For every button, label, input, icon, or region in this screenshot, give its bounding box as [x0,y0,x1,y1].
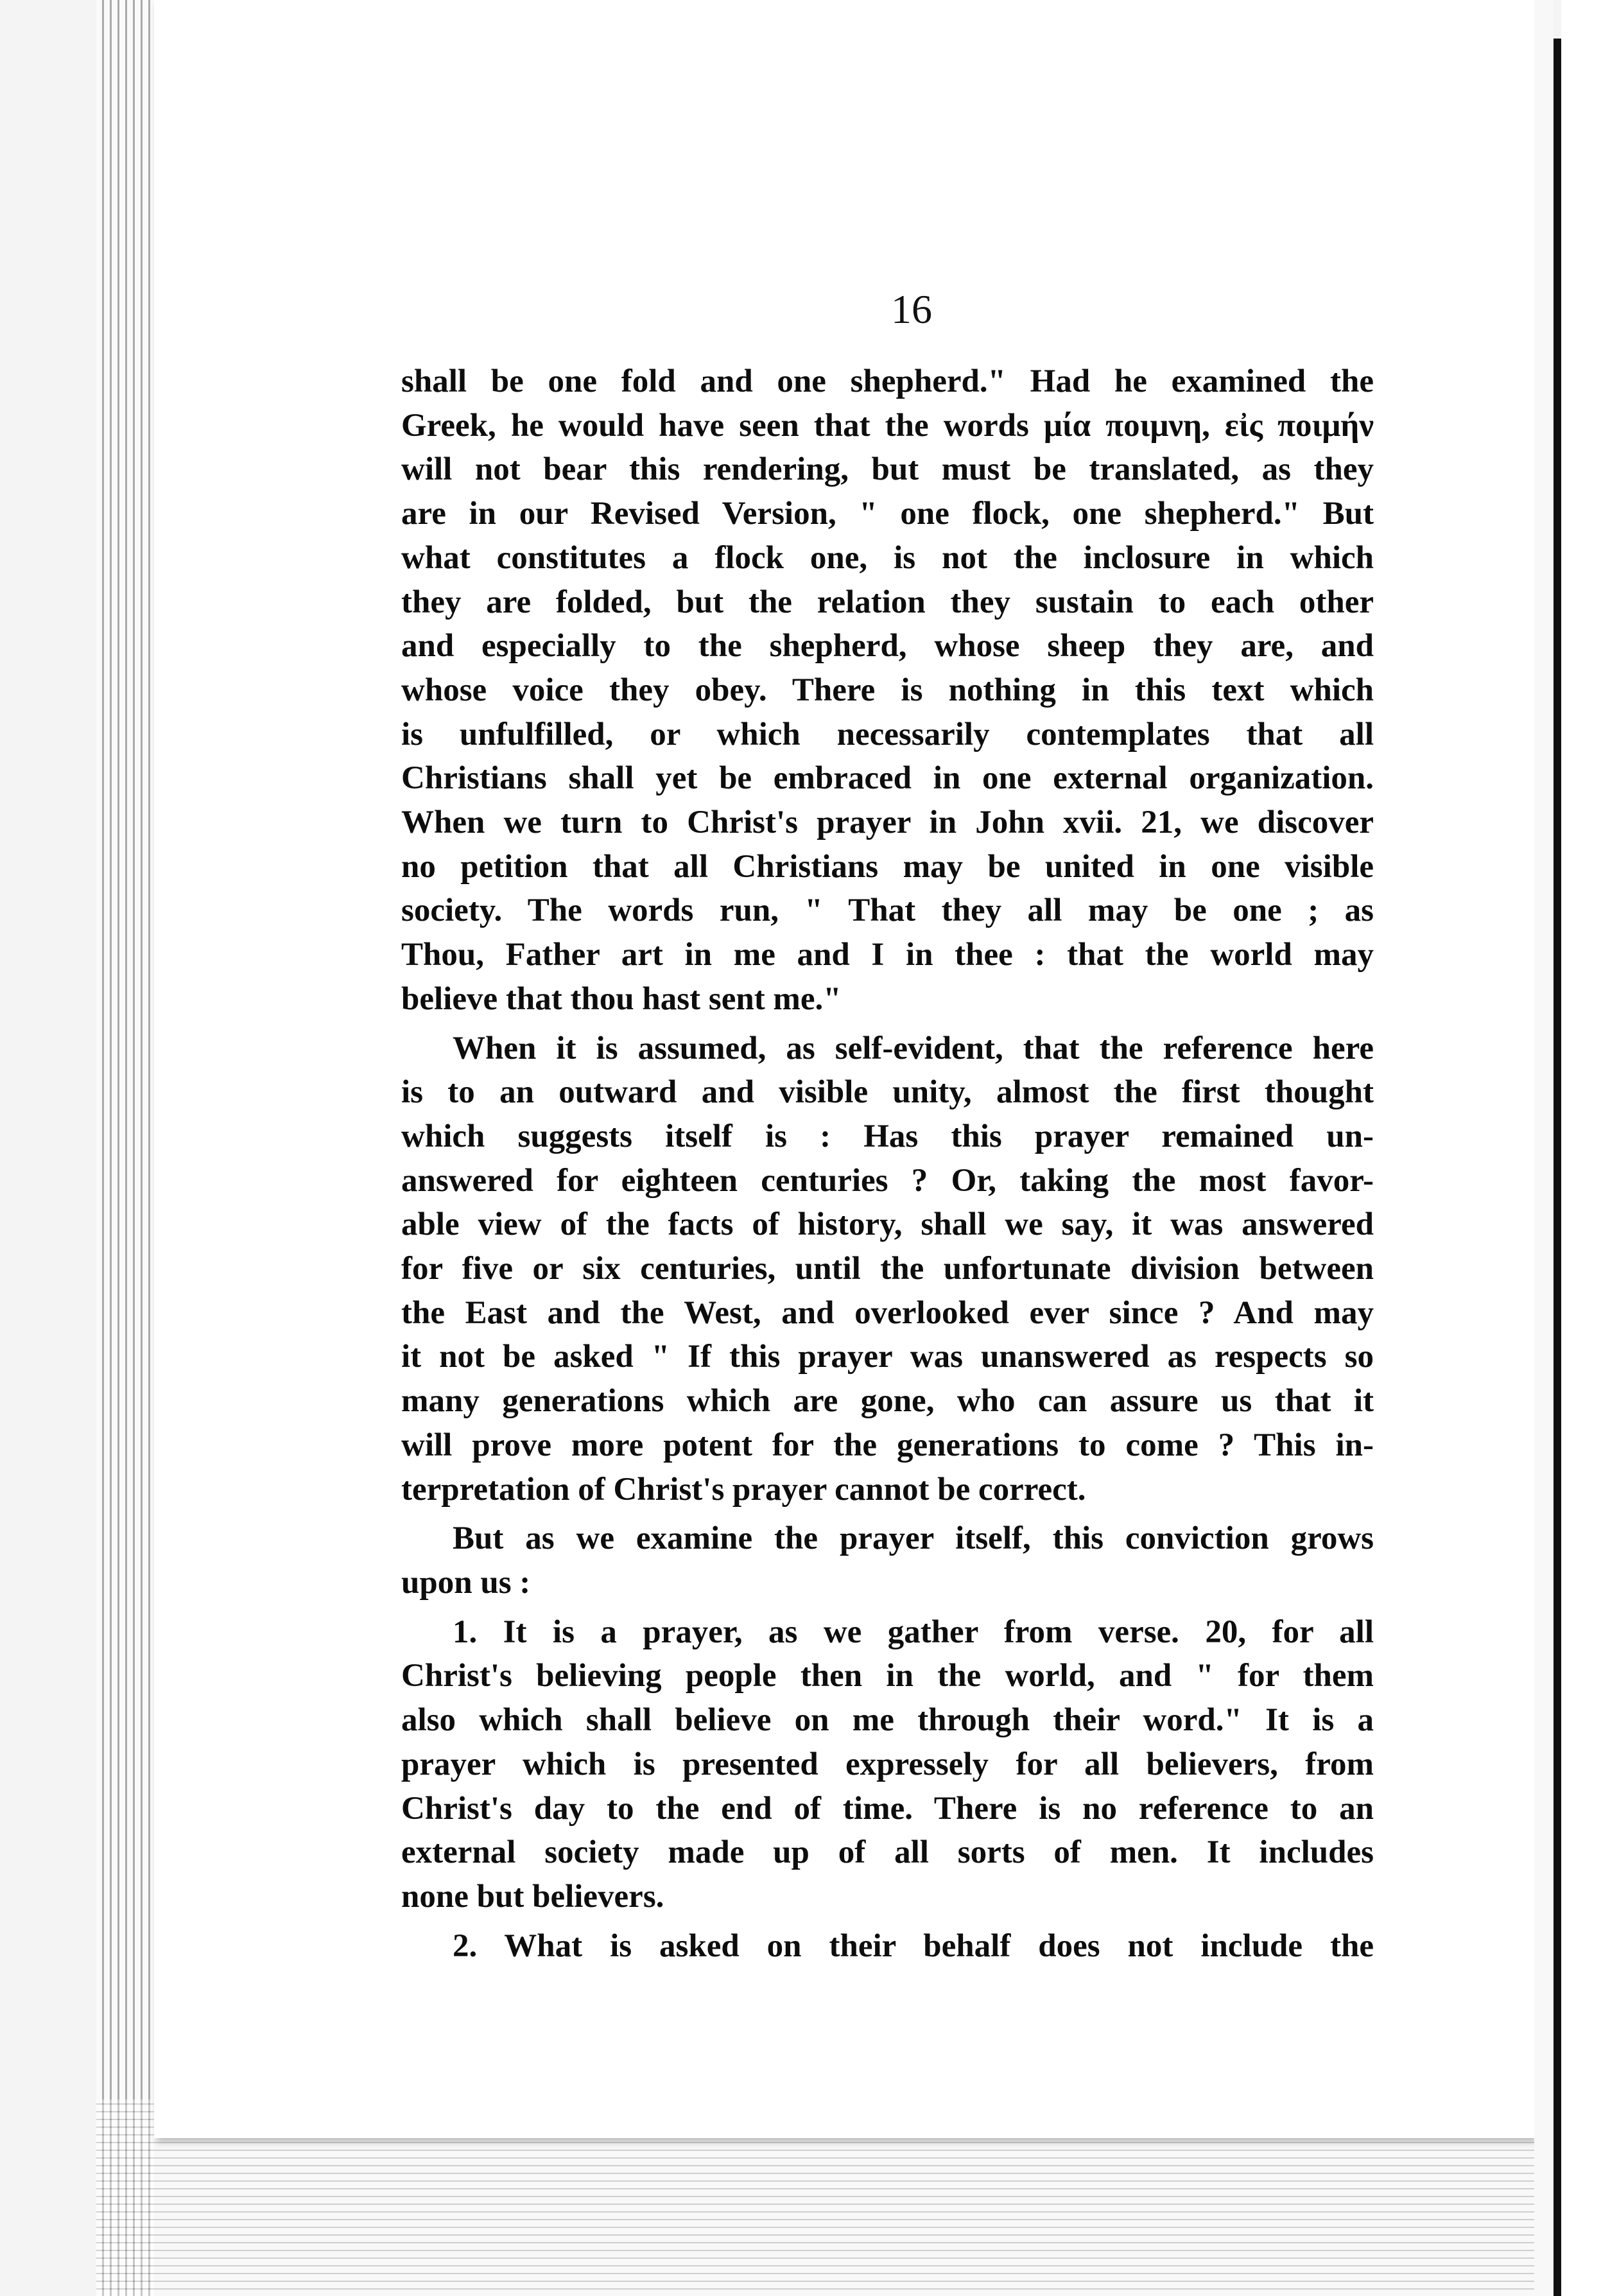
text-line: for five or six centuries, until the unfortunate division between [401,1251,1374,1287]
text-line: it not be asked " If this prayer was unanswered as respects so [401,1339,1374,1375]
text-line: But as we examine the prayer itself, this conviction grows [453,1520,1374,1557]
gutter-shadow [1534,0,1554,2296]
text-line: Christians shall yet be embraced in one external organization. [401,760,1374,797]
text-line: Christ's believing people then in the world, and " for them [401,1658,1374,1694]
text-line: society. The words run, " That they all may be one ; as [401,892,1374,929]
text-line: and especially to the shepherd, whose sheep they are, and [401,628,1374,665]
text-line: able view of the facts of history, shall we say, it was answered [401,1206,1374,1243]
text-line: many generations which are gone, who can assure us that it [401,1383,1374,1420]
text-line: upon us : [401,1564,531,1601]
text-line: Christ's day to the end of time. There is no reference to an [401,1790,1374,1827]
body-text [401,360,1374,1968]
text-line: no petition that all Christians may be united in one visible [401,848,1374,885]
text-line: which suggests itself is : Has this prayer remained un- [401,1118,1374,1154]
text-line: is to an outward and visible unity, almost the first thought [401,1074,1374,1111]
text-line: what constitutes a flock one, is not the inclosure in which [401,539,1374,576]
text-line: Thou, Father art in me and I in thee : that the world may [401,937,1374,973]
text-line: will prove more potent for the generations to come ? This in- [401,1427,1374,1463]
text-line: are in our Revised Version, " one flock, one shepherd." But [401,496,1374,532]
text-line: When we turn to Christ's prayer in John xvii. 21, we discover [401,804,1374,841]
text-line: the East and the West, and overlooked ever since ? And may [401,1294,1374,1331]
text-line: 1. It is a prayer, as we gather from verse. 20, for all [453,1613,1374,1650]
page-number: 16 [891,286,932,332]
text-line: whose voice they obey. There is nothing in this text which [401,672,1374,708]
text-line: will not bear this rendering, but must be translated, as they [401,451,1374,488]
text-line: they are folded, but the relation they sustain to each other [401,584,1374,620]
facing-page-edge [1554,39,1561,2296]
text-line: also which shall believe on me through their word." It is a [401,1702,1374,1739]
facing-page [1561,0,1610,2296]
text-line: Greek, he would have seen that the words μία ποιμνη, εἰς ποιμήν [401,407,1374,444]
text-line: none but believers. [401,1878,664,1915]
text-line: answered for eighteen centuries ? Or, taking the most favor- [401,1162,1374,1199]
text-line: external society made up of all sorts of men. It includes [401,1834,1374,1871]
text-line: 2. What is asked on their behalf does not include the [453,1927,1374,1964]
text-line: shall be one fold and one shepherd." Had he examined the [401,363,1374,399]
text-line: believe that thou hast sent me." [401,980,842,1017]
text-line: is unfulfilled, or which necessarily contemplates that all [401,716,1374,752]
page-edge-stack [96,0,154,2296]
text-line: prayer which is presented expressely for all believers, from [401,1746,1374,1782]
text-line: When it is assumed, as self-evident, that the reference here [453,1030,1374,1066]
text-line: terpretation of Christ's prayer cannot be correct. [401,1471,1086,1508]
